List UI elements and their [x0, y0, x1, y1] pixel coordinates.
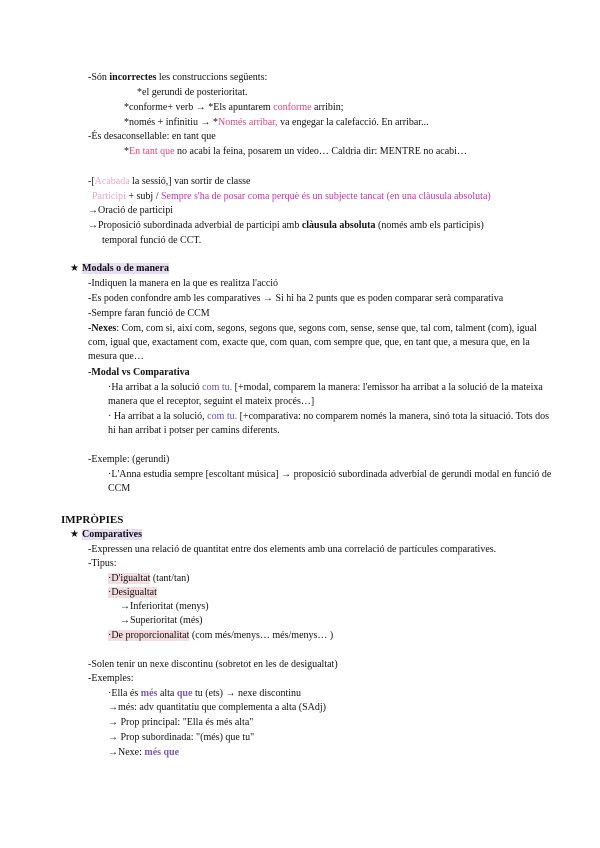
highlight-text: Participi	[92, 191, 126, 202]
participle-clause	[88, 204, 173, 218]
highlight-text: que	[176, 688, 193, 699]
text: -Expressen una relació de quantitat entre dos elements amb una correlació de partícules comparatives.	[88, 544, 497, 555]
star-bullet-icon: ★	[70, 263, 79, 274]
text: no acabi la feina, posarem un vídeo… Caldria dir: MENTRE no acabi…	[174, 146, 467, 157]
highlight-text: ·Desigualtat	[108, 587, 157, 598]
section-title: IMPRÒPIES	[61, 514, 124, 526]
text: ·Ha arribat a la solució	[108, 382, 203, 393]
modals-line-1	[88, 277, 278, 291]
nomes-item	[124, 116, 429, 130]
text: (només amb els participis)	[375, 220, 484, 231]
highlight-text: ·De proporcionalitat	[108, 630, 190, 641]
type-proporcionalitat	[108, 629, 333, 643]
text: la sessió,] van sortir de classe	[129, 176, 251, 187]
text: -Es poden confondre amb les comparatives → Si hi ha 2 punts que es poden comparar serà comparativa	[88, 293, 504, 304]
gerund-item	[137, 86, 248, 100]
conforme-item	[124, 101, 343, 115]
bold-text: clàusula absoluta	[301, 220, 376, 231]
text: va engegar la calefacció. En arribar...	[277, 117, 429, 128]
comparatives-line-1	[88, 543, 496, 557]
text: ·L'Anna estudia sempre [escoltant música] → proposició subordinada adverbial de gerundi modal en funció de CCM	[108, 469, 552, 494]
nexe-discontinu-line	[88, 658, 338, 672]
type-igualtat	[108, 572, 190, 586]
bold-text: -Modal vs Comparativa	[88, 367, 190, 378]
section-title: Modals o de manera	[82, 263, 169, 274]
bold-text: incorrectes	[109, 72, 157, 83]
comparative-example-4	[108, 731, 254, 745]
tipus-label	[88, 557, 117, 571]
text: →Superioritat (més)	[120, 615, 203, 626]
gerund-example-label	[88, 453, 169, 467]
absolute-clause-line	[88, 219, 484, 233]
bold-text: -Nexes	[88, 323, 117, 334]
type-superioritat	[120, 614, 202, 628]
text: les construccions següents:	[156, 72, 268, 83]
comparative-example-2	[108, 701, 326, 715]
text: (tant/tan)	[150, 573, 190, 584]
highlight-text: En tant que	[129, 146, 175, 157]
impropies-heading	[61, 513, 123, 527]
text: -Són	[88, 72, 110, 83]
highlight-text: com tu.	[202, 382, 233, 393]
modals-line-3	[88, 307, 210, 321]
desaconsellable-line	[88, 130, 216, 144]
highlight-text: Només arribar,	[217, 117, 278, 128]
modal-vs-comparativa	[88, 366, 190, 380]
note-text: Sempre s'ha de posar coma perquè és un subjecte tancat (en una clàusula absoluta)	[160, 191, 491, 202]
section-subtitle: Comparatives	[82, 529, 142, 540]
comparative-example-5	[108, 746, 179, 760]
text: -Exemple: (gerundi)	[88, 454, 170, 465]
text: -Sempre faran funció de CCM	[88, 308, 210, 319]
text: (com més/menys… més/menys… )	[189, 630, 334, 641]
text: -Tipus:	[88, 558, 117, 569]
highlight-text: Acabada	[94, 176, 130, 187]
text: tu (ets) → nexe discontinu	[192, 688, 302, 699]
type-inferioritat	[120, 600, 209, 614]
text: -[	[88, 176, 95, 187]
type-desigualtat	[108, 586, 157, 600]
highlight-text: més	[140, 688, 158, 699]
text: →Oració de participi	[88, 205, 173, 216]
comparatives-heading	[70, 528, 142, 542]
participle-example	[88, 175, 250, 189]
text: : Com, com si, així com, segons, segons que, segons com, sense, sense que, tal com, talment (com), igual com, igual que, exactament com, exacte que, com quan, com sempre que, que, en tant que, a mesura que, en la mesura que…	[88, 323, 537, 362]
text: →Inferioritat (menys)	[120, 601, 209, 612]
highlight-text: més que	[144, 747, 180, 758]
text: -Solen tenir un nexe discontinu (sobretot en les de desigualtat)	[88, 659, 338, 670]
text: [+modal, comparem la manera: l'emissor ha arribat a la solució de la mateixa manera que el receptor, seguint el mateix procés…]	[108, 382, 543, 407]
text: [+comparativa: no comparem només la manera, sinó tota la situació. Tots dos hi han arribat i potser per camins diferents.	[108, 411, 550, 436]
text: *només + infinitiu →	[124, 117, 213, 128]
text: →Nexe:	[108, 747, 145, 758]
text: -Indiquen la manera en la que es realitza l'acció	[88, 278, 279, 289]
text: + subj /	[125, 191, 161, 202]
text: -Exemples:	[88, 673, 134, 684]
text: → Prop subordinada: "(més) que tu"	[108, 732, 255, 743]
exemples-label	[88, 672, 134, 686]
text: →més: adv quantitatiu que complementa a alta (SAdj)	[108, 702, 326, 713]
gerund-example	[108, 468, 558, 496]
en-tant-que-item	[124, 145, 467, 159]
text: *	[212, 117, 218, 128]
text: *conforme+ verb → *Els apuntarem	[124, 102, 274, 113]
modal-example	[108, 381, 558, 409]
modals-heading	[70, 262, 169, 276]
highlight-text: ·D'igualtat	[108, 573, 151, 584]
text: temporal funció de CCT.	[102, 235, 202, 246]
text: ·Ella és	[108, 688, 141, 699]
incorrect-constructions-line	[88, 71, 267, 85]
text: → Prop principal: "Ella és més alta"	[108, 717, 254, 728]
absolute-clause-line-2	[102, 234, 201, 248]
participle-rule	[92, 190, 491, 204]
highlight-text: com tu.	[207, 411, 238, 422]
comparative-example-1	[108, 687, 301, 701]
modals-line-2	[88, 292, 503, 306]
comparative-example	[108, 410, 558, 438]
star-bullet-icon: ★	[70, 529, 79, 540]
text: arribin;	[311, 102, 344, 113]
text: *el gerundi de posterioritat.	[137, 87, 248, 98]
text: alta	[157, 688, 177, 699]
comparative-example-3	[108, 716, 253, 730]
text: →Proposició subordinada adverbial de participi amb	[88, 220, 302, 231]
nexes-paragraph	[88, 322, 558, 364]
text: · Ha arribat a la solució,	[108, 411, 208, 422]
text: *	[124, 146, 129, 157]
text: -És desaconsellable: en tant que	[88, 131, 216, 142]
highlight-text: conforme	[273, 102, 312, 113]
